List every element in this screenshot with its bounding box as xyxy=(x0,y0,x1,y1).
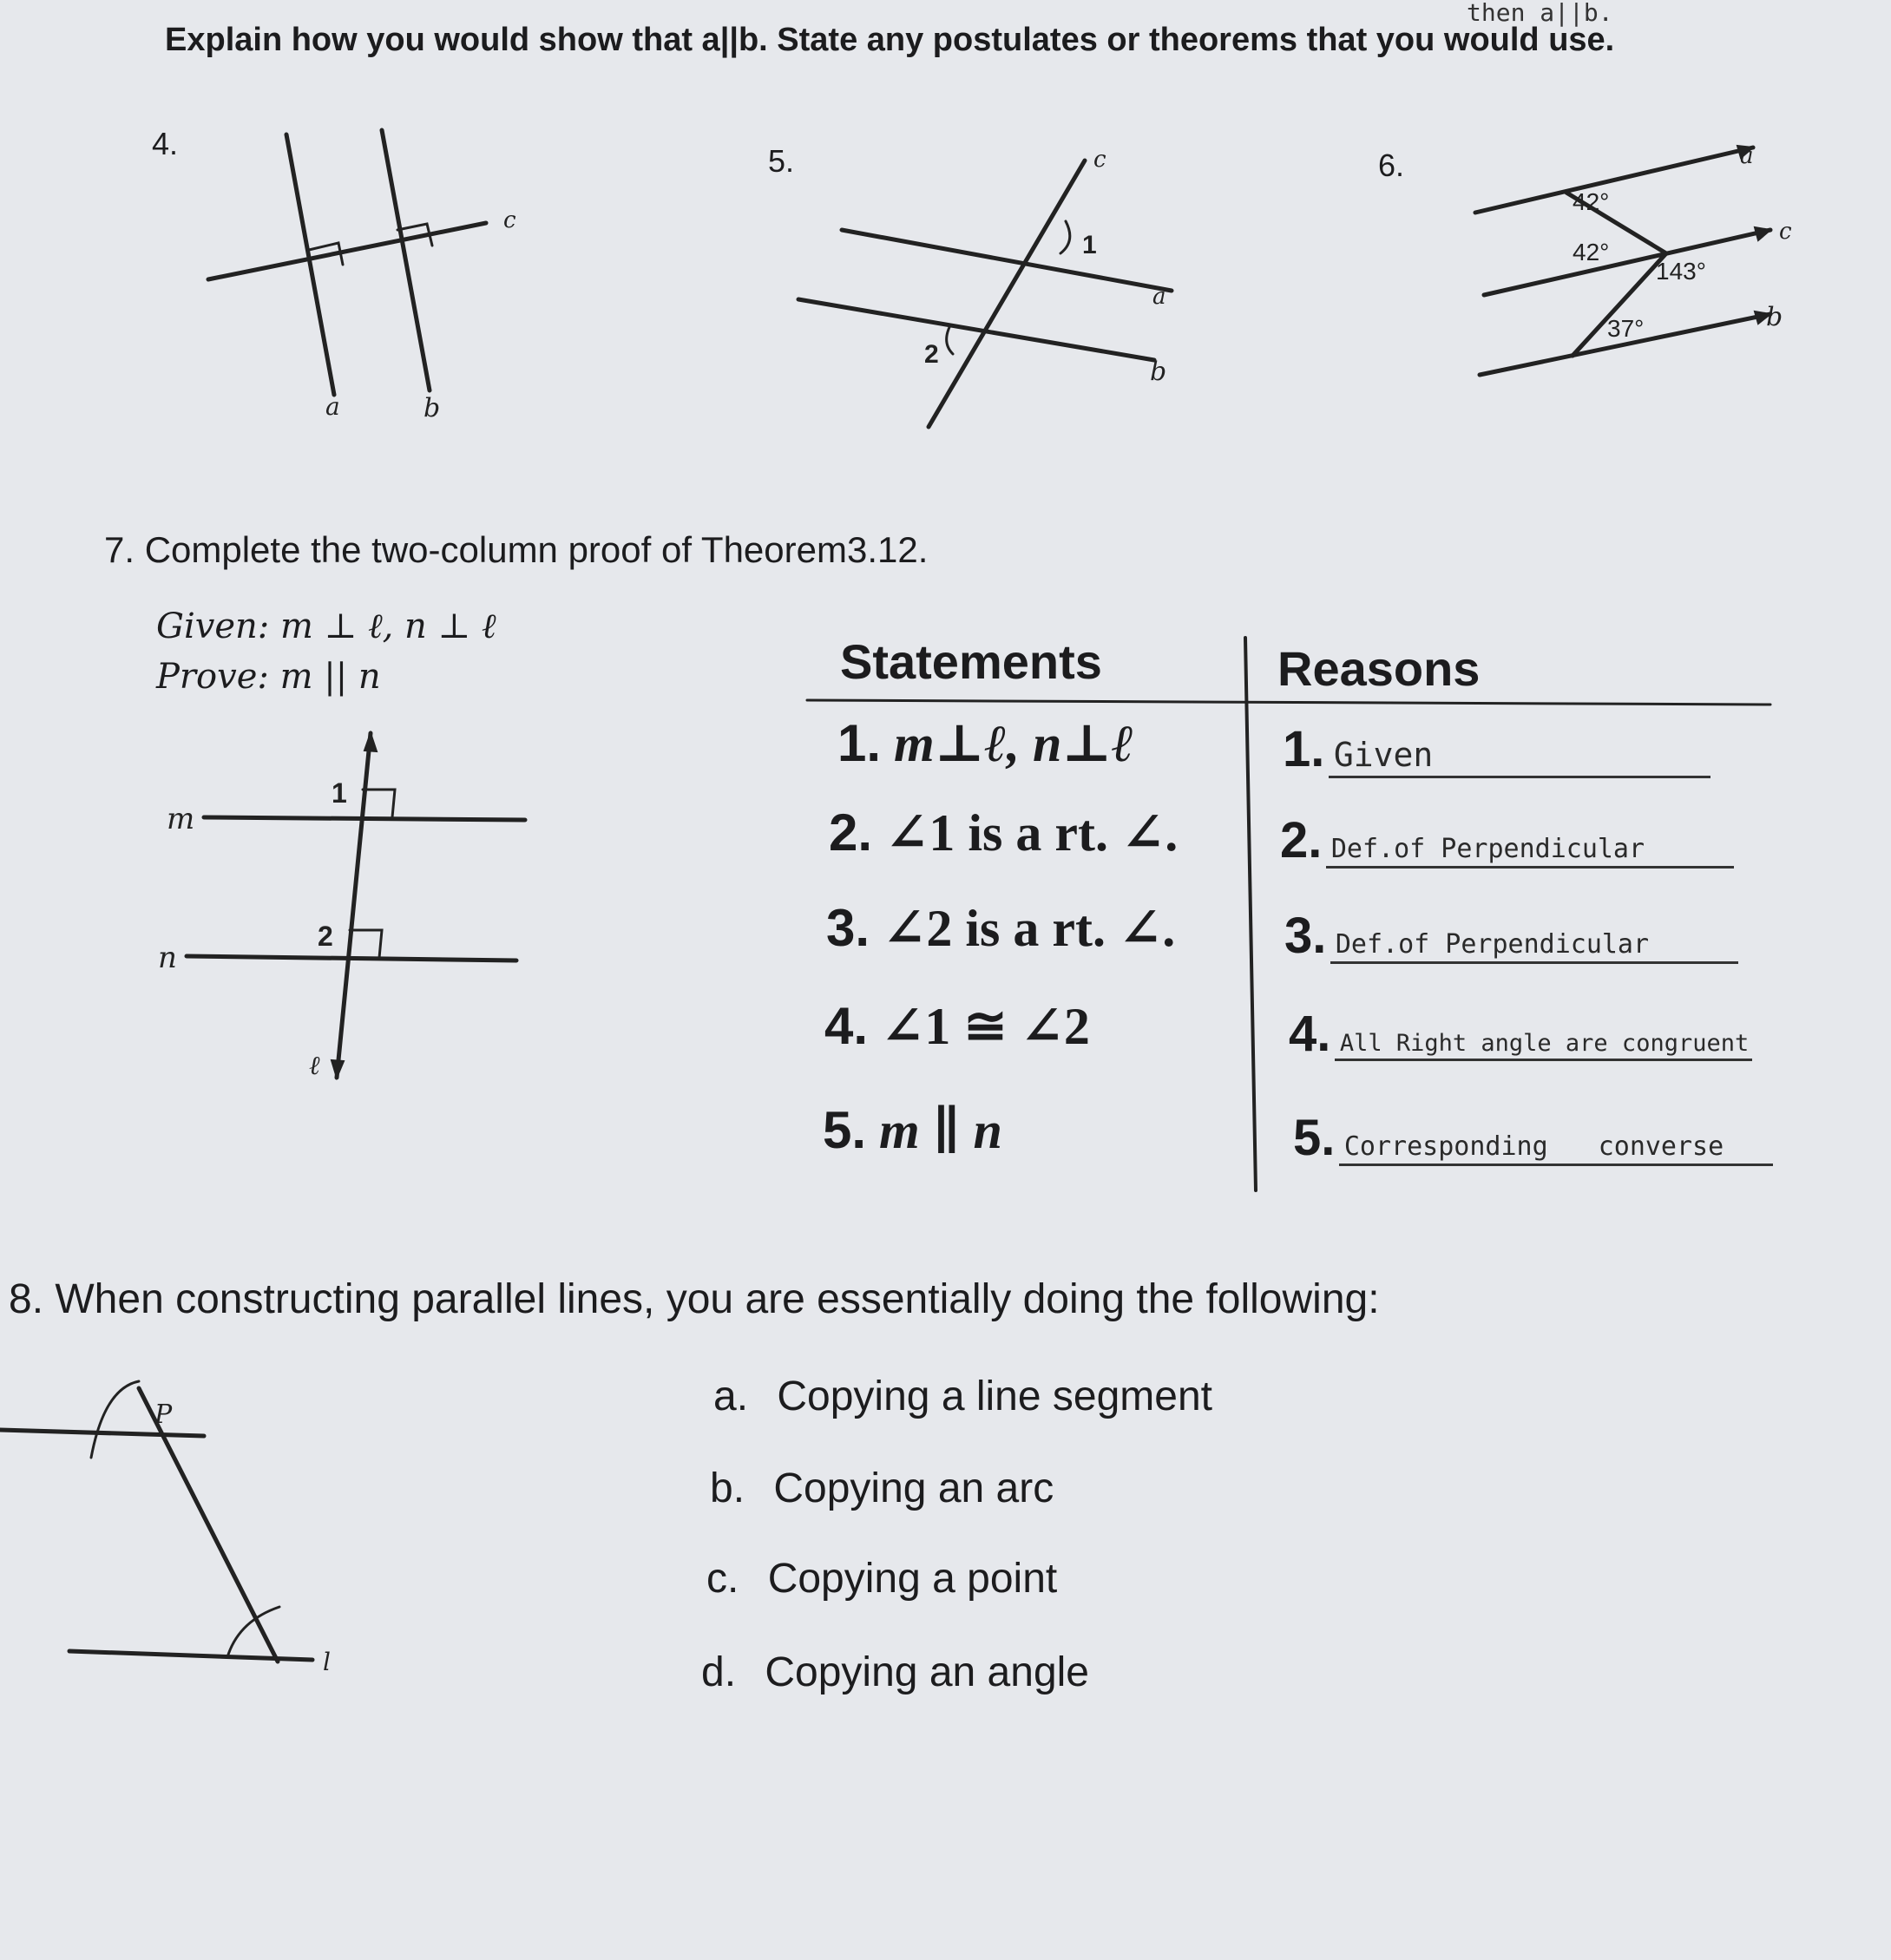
statement-row-5 xyxy=(823,1100,1002,1161)
p6-label-a: a xyxy=(1740,143,1754,169)
p6-label-b: b xyxy=(1766,302,1783,332)
q8-prompt: 8. When constructing parallel lines, you are essentially doing the following: xyxy=(9,1276,1380,1322)
statement-num: 4. xyxy=(824,997,869,1055)
q7-angle-1: 1 xyxy=(332,777,347,809)
statement-text: ∠1 is a rt. ∠. xyxy=(885,804,1179,862)
q7-label-n: n xyxy=(158,941,177,975)
option-letter: c. xyxy=(706,1556,739,1602)
option-letter: b. xyxy=(710,1465,745,1511)
p6-angle-top: 42° xyxy=(1573,188,1610,215)
statement-row-2 xyxy=(829,803,1178,863)
reason-text[interactable]: Corresponding converse xyxy=(1339,1131,1773,1166)
q8-label-l: l xyxy=(323,1648,331,1676)
figure-problem-5 xyxy=(798,161,1172,427)
reason-text[interactable]: All Right angle are congruent xyxy=(1335,1030,1752,1061)
option-text: Copying an angle xyxy=(765,1649,1089,1695)
reason-row-1 xyxy=(1283,720,1710,778)
p6-label-c: c xyxy=(1779,219,1792,245)
reason-num: 3. xyxy=(1284,908,1327,964)
option-letter: d. xyxy=(701,1649,737,1695)
problem-6-number: 6. xyxy=(1378,147,1405,183)
p5-angle-2: 2 xyxy=(924,340,939,369)
option-c[interactable] xyxy=(706,1555,1057,1603)
reason-row-2 xyxy=(1280,811,1734,869)
option-text: Copying a line segment xyxy=(777,1373,1213,1419)
statement-row-1 xyxy=(837,713,1134,774)
statement-text: ∠1 ≅ ∠2 xyxy=(881,998,1090,1055)
header-note: then a||b. xyxy=(1467,0,1613,27)
p5-label-a: a xyxy=(1152,284,1166,310)
p6-angle-37: 37° xyxy=(1607,315,1645,342)
statement-text: m ∥ n xyxy=(879,1102,1002,1159)
reason-num: 1. xyxy=(1283,721,1325,777)
problem-5-number: 5. xyxy=(768,143,795,179)
figure-problem-4 xyxy=(208,130,486,395)
option-a[interactable] xyxy=(713,1373,1212,1420)
statement-text: m⊥ℓ, n⊥ℓ xyxy=(894,715,1134,772)
reason-num: 5. xyxy=(1293,1110,1336,1166)
statement-text: ∠2 is a rt. ∠. xyxy=(883,900,1176,957)
reason-row-5 xyxy=(1293,1109,1773,1167)
p5-label-c: c xyxy=(1093,147,1106,173)
reason-row-4 xyxy=(1289,1005,1752,1063)
option-d[interactable] xyxy=(701,1649,1089,1696)
problem-4-number: 4. xyxy=(152,126,179,161)
q7-prove: Prove: m || n xyxy=(156,657,381,697)
q7-label-m: m xyxy=(167,802,195,836)
statement-row-4 xyxy=(824,996,1090,1057)
instructions: Explain how you would show that a||b. State any postulates or theorems that you would use. xyxy=(165,22,1615,58)
statement-num: 1. xyxy=(837,714,882,772)
q7-given: Given: m ⊥ ℓ, n ⊥ ℓ xyxy=(156,606,496,646)
p5-label-b: b xyxy=(1150,357,1167,387)
p4-label-c: c xyxy=(503,207,516,233)
option-letter: a. xyxy=(713,1373,749,1419)
option-b[interactable] xyxy=(710,1465,1054,1512)
q7-prompt: 7. Complete the two-column proof of Theorem3.12. xyxy=(104,529,929,570)
reason-text[interactable]: Def.of Perpendicular xyxy=(1326,834,1734,869)
q8-label-p: P xyxy=(154,1400,173,1430)
reason-text[interactable]: Def.of Perpendicular xyxy=(1330,929,1738,964)
statement-num: 5. xyxy=(823,1101,867,1159)
reason-num: 2. xyxy=(1280,812,1323,869)
q7-angle-2: 2 xyxy=(318,921,333,952)
reason-text[interactable]: Given xyxy=(1329,736,1710,778)
statement-row-3 xyxy=(826,898,1175,959)
reason-row-3 xyxy=(1284,907,1738,965)
figure-q7 xyxy=(187,733,525,1078)
reason-num: 4. xyxy=(1289,1006,1331,1062)
reasons-header: Reasons xyxy=(1277,641,1481,696)
option-text: Copying a point xyxy=(767,1556,1058,1602)
statement-num: 3. xyxy=(826,899,870,957)
statement-num: 2. xyxy=(829,803,873,862)
option-text: Copying an arc xyxy=(773,1465,1054,1511)
p4-label-a: a xyxy=(325,392,340,421)
p6-angle-mid: 42° xyxy=(1573,239,1610,265)
q7-label-l: ℓ xyxy=(309,1051,320,1081)
p6-angle-143: 143° xyxy=(1656,258,1706,285)
statements-header: Statements xyxy=(840,634,1102,689)
p4-label-b: b xyxy=(424,393,441,423)
p5-angle-1: 1 xyxy=(1082,231,1097,259)
